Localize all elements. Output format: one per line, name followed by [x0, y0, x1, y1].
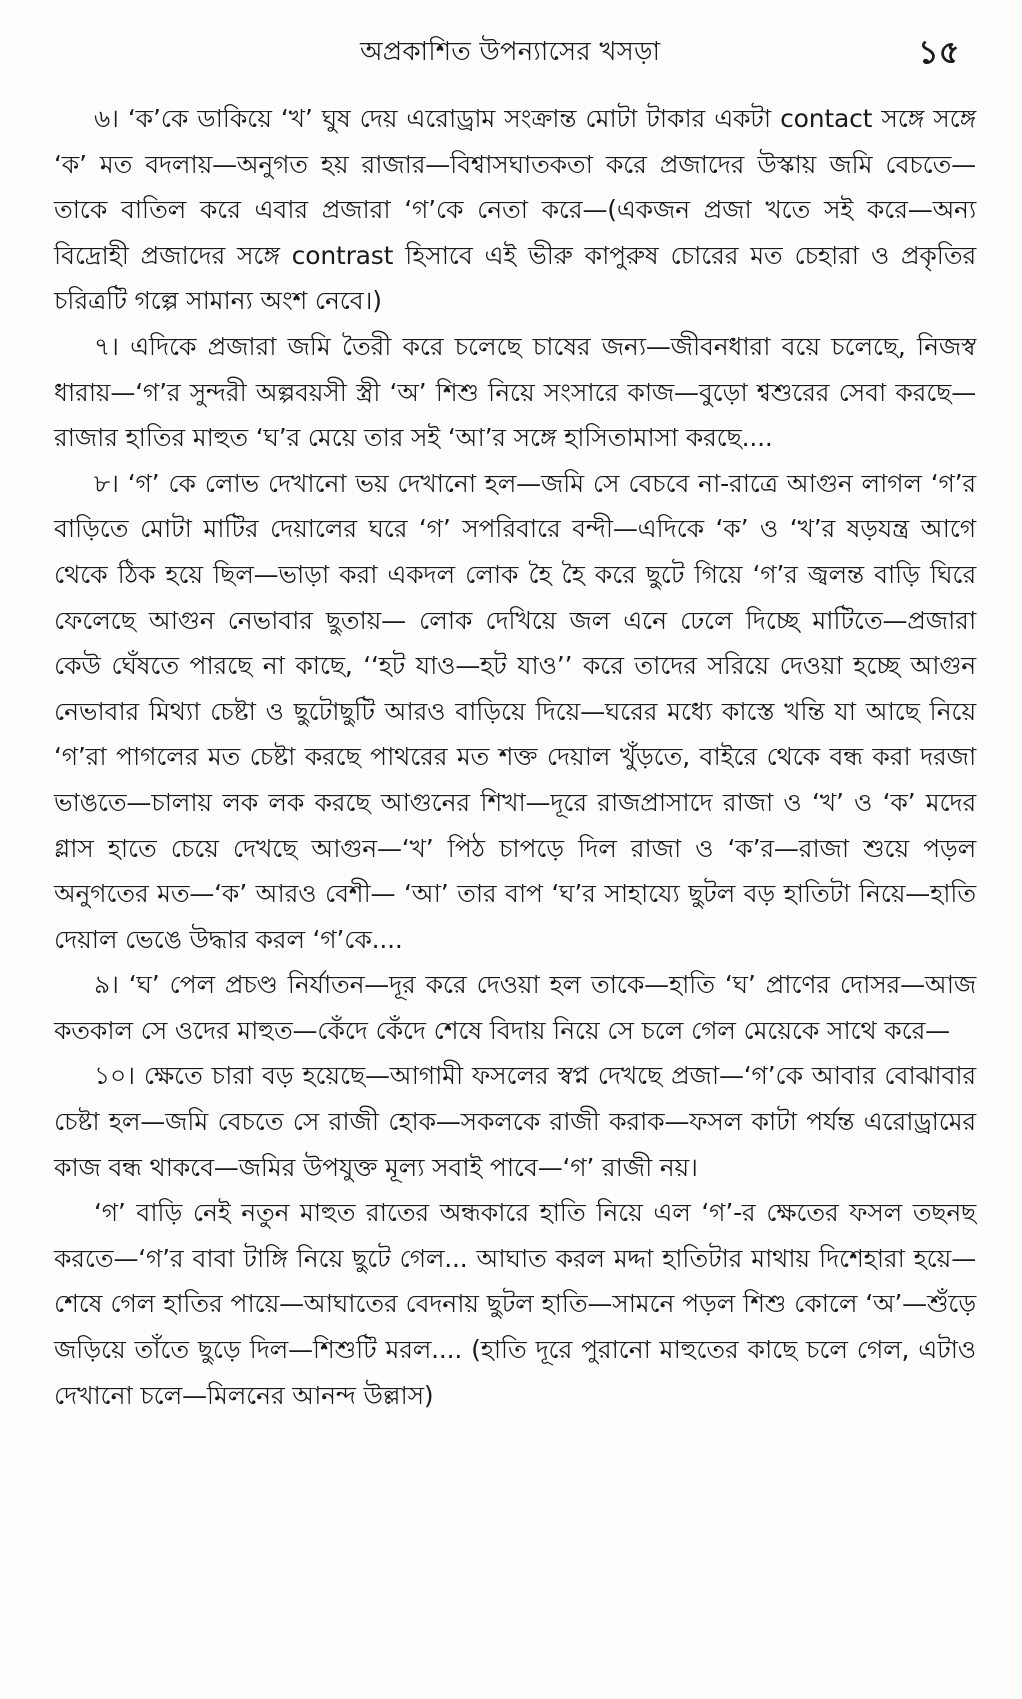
- paragraph-10: ১০। ক্ষেতে চারা বড় হয়েছে—আগামী ফসলের স্বপ্ন দেখছে প্রজা—‘গ’কে আবার বোঝাবার চেষ্টা হল—জমি বেচতে সে রাজী হোক—সকলকে রাজী করাক—ফসল কাটা পর্যন্ত এরোড্রামের কাজ বন্ধ থাকবে—জমির উপযুক্ত মূল্য সবাই পাবে—‘গ’ রাজী নয়।: [54, 1061, 976, 1182]
- paragraph-6: ৬। ‘ক’কে ডাকিয়ে ‘খ’ ঘুষ দেয় এরোড্রাম সংক্রান্ত মোটা টাকার একটা contact সঙ্গে সঙ্গে ‘ক’ মত বদলায়—অনুগত হয় রাজার—বিশ্বাসঘাতকতা করে প্রজাদের উস্কায় জমি বেচতে— তাকে বাতিল করে এবার প্রজারা ‘গ’কে নেতা করে—(একজন প্রজা খতে সই করে—অন্য বিদ্রোহী প্রজাদের সঙ্গে contrast হিসাবে এই ভীরু কাপুরুষ চোরের মত চেহারা ও প্রকৃতির চরিত্রটি গল্পে সামান্য অংশ নেবে।): [54, 104, 976, 316]
- paragraph-9: ৯। ‘ঘ’ পেল প্রচণ্ড নির্যাতন—দূর করে দেওয়া হল তাকে—হাতি ‘ঘ’ প্রাণের দোসর—আজ কতকাল সে ওদের মাহুত—কেঁদে কেঁদে শেষে বিদায় নিয়ে সে চলে গেল মেয়েকে সাথে করে—: [54, 970, 976, 1045]
- running-header: [0, 34, 1022, 74]
- running-title: অপ্রকাশিত উপন্যাসের খসড়া: [360, 37, 661, 67]
- body-text: [54, 96, 976, 1418]
- page-number: ১৫: [918, 33, 960, 71]
- paragraph-8: ৮। ‘গ’ কে লোভ দেখানো ভয় দেখানো হল—জমি সে বেচবে না-রাত্রে আগুন লাগল ‘গ’র বাড়িতে মোটা মাটির দেয়ালের ঘরে ‘গ’ সপরিবারে বন্দী—এদিকে ‘ক’ ও ‘খ’র ষড়যন্ত্র আগে থেকে ঠিক হয়ে ছিল—ভাড়া করা একদল লোক হৈ হৈ করে ছুটে গিয়ে ‘গ’র জ্বলন্ত বাড়ি ঘিরে ফেলেছে আগুন নেভাবার ছুতায়— লোক দেখিয়ে জল এনে ঢেলে দিচ্ছে মাটিতে—প্রজারা কেউ ঘেঁষতে পারছে না কাছে, ‘‘হট যাও—হট যাও’’ করে তাদের সরিয়ে দেওয়া হচ্ছে আগুন নেভাবার মিথ্যা চেষ্টা ও ছুটোছুটি আরও বাড়িয়ে দিয়ে—ঘরের মধ্যে কাস্তে খন্তি যা আছে নিয়ে ‘গ’রা পাগলের মত চেষ্টা করছে পাথরের মত শক্ত দেয়াল খুঁড়তে, বাইরে থেকে বন্ধ করা দরজা ভাঙতে—চালায় লক লক করছে আগুনের শিখা—দূরে রাজপ্রাসাদে রাজা ও ‘খ’ ও ‘ক’ মদের গ্লাস হাতে চেয়ে দেখছে আগুন—‘খ’ পিঠ চাপড়ে দিল রাজা ও ‘ক’র—রাজা শুয়ে পড়ল অনুগতের মত—‘ক’ আরও বেশী— ‘আ’ তার বাপ ‘ঘ’র সাহায্যে ছুটল বড় হাতিটা নিয়ে—হাতি দেয়াল ভেঙে উদ্ধার করল ‘গ’কে....: [54, 468, 976, 954]
- paragraph-10-continued: ‘গ’ বাড়ি নেই নতুন মাহুত রাতের অন্ধকারে হাতি নিয়ে এল ‘গ’-র ক্ষেতের ফসল তছনছ করতে—‘গ’র বাবা টাঙ্গি নিয়ে ছুটে গেল... আঘাত করল মদ্দা হাতিটার মাথায় দিশেহারা হয়ে—শেষে গেল হাতির পায়ে—আঘাতের বেদনায় ছুটল হাতি—সামনে পড়ল শিশু কোলে ‘অ’—শুঁড়ে জড়িয়ে তাঁতে ছুড়ে দিল—শিশুটি মরল.... (হাতি দূরে পুরানো মাহুতের কাছে চলে গেল, এটাও দেখানো চলে—মিলনের আনন্দ উল্লাস): [54, 1198, 976, 1410]
- paragraph-7: ৭। এদিকে প্রজারা জমি তৈরী করে চলেছে চাষের জন্য—জীবনধারা বয়ে চলেছে, নিজস্ব ধারায়—‘গ’র সুন্দরী অল্পবয়সী স্ত্রী ‘অ’ শিশু নিয়ে সংসারে কাজ—বুড়ো শ্বশুরের সেবা করছে—রাজার হাতির মাহুত ‘ঘ’র মেয়ে তার সই ‘আ’র সঙ্গে হাসিতামাসা করছে....: [54, 331, 976, 453]
